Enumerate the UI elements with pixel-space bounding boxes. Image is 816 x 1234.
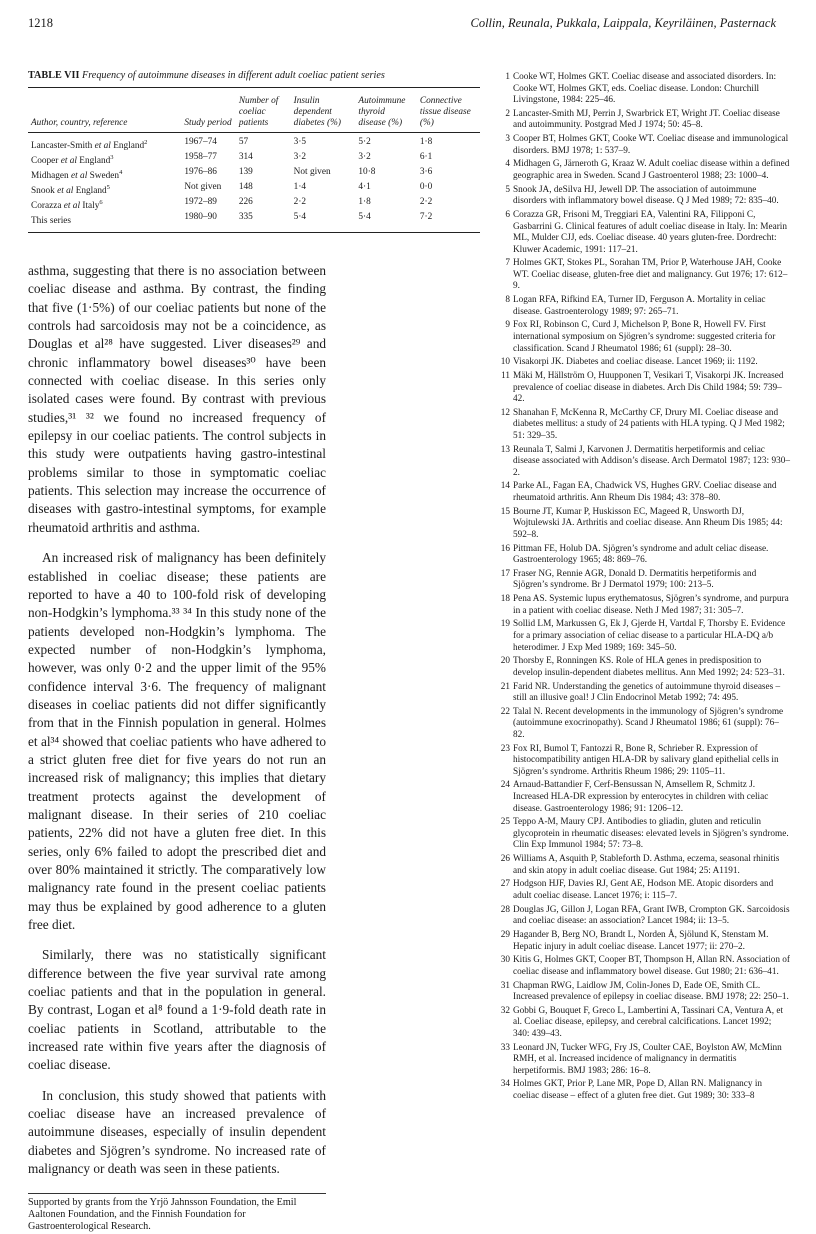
et-al: et al xyxy=(58,156,80,167)
reference-item xyxy=(498,682,790,705)
reference-number: 11 xyxy=(501,371,510,381)
study-author: Corazza xyxy=(31,201,62,212)
study-reference xyxy=(28,212,181,232)
reference-number: 14 xyxy=(500,481,510,492)
reference-item xyxy=(498,854,790,877)
reference-number: 2 xyxy=(505,108,510,119)
reference-text: Williams A, Asquith P, Stableforth D. Asthma, eczema, seasonal rhinitis and skin atopy in adult coeliac disease. Gut 1984; 25: A1191. xyxy=(513,854,780,876)
thyroid-percent: 4·1 xyxy=(358,182,371,193)
reference-text: Arnaud-Battandier F, Cerf-Bensussan N, Amsellem R, Schmitz J. Increased HLA-DR expression by enterocytes in children with celiac disease. Gastroenterology 1986; 91: 1206–12. xyxy=(513,780,769,814)
body-paragraph: In conclusion, this study showed that patients with coeliac disease have an increased prevalence of autoimmune diseases, especially of insulin dependent diabetes and Sjögren’s syndrome. No increased rate of malignancy or death was seen in these patients. xyxy=(28,1087,326,1177)
reference-text: Bourne JT, Kumar P, Huskisson EC, Mageed R, Unsworth DJ, Wojtulewski JA. Arthritis and coeliac disease. Ann Rheum Dis 1985; 44: 592–8. xyxy=(513,506,783,540)
funding-note: Supported by grants from the Yrjö Jahnsson Foundation, the Emil Aaltonen Foundation, and the Finnish Foundation for Gastroenterological Research. xyxy=(28,1193,326,1234)
reference-number: 24 xyxy=(500,780,510,791)
reference-number: 28 xyxy=(500,904,510,915)
reference-text: Fox RI, Robinson C, Curd J, Michelson P, Bone R, Howell FV. First international symposium on Sjögren’s syndrome: suggested criteria for classification. Scand J Rheumatol 1986; 61 (suppl): 28–30. xyxy=(513,320,776,354)
column-header: Author, country, reference xyxy=(28,90,181,133)
column-header: Insulin dependent diabetes (%) xyxy=(291,90,356,133)
thyroid-percent: 5·2 xyxy=(358,137,371,147)
reference-item xyxy=(498,371,790,406)
reference-number: 31 xyxy=(500,980,510,991)
reference-text: Reunala T, Salmi J, Karvonen J. Dermatitis herpetiformis and celiac disease associated with Addison’s disease. Arch Dermatol 1987; 123: 930–2. xyxy=(513,444,790,478)
citation-number: 6 xyxy=(99,199,103,207)
reference-item xyxy=(498,544,790,567)
reference-number: 27 xyxy=(500,879,510,890)
reference-item xyxy=(498,1079,790,1102)
reference-text: Holmes GKT, Stokes PL, Sorahan TM, Prior P, Waterhouse JAH, Cooke WT. Coeliac disease, gluten-free diet and malignancy. Gut 1976; 17: 612–9. xyxy=(513,258,788,292)
reference-number: 12 xyxy=(500,407,510,418)
reference-item xyxy=(498,258,790,293)
reference-item xyxy=(498,445,790,480)
study-country: Italy xyxy=(82,201,100,212)
reference-number: 19 xyxy=(500,619,510,630)
reference-item xyxy=(498,1006,790,1041)
reference-text: Talal N. Recent developments in the immunology of Sjögren’s syndrome (autoimmune exocrinopathy). Scand J Rheumatol 1986; 61 (suppl): 76–82. xyxy=(513,706,784,740)
thyroid-percent: 3·2 xyxy=(358,152,371,163)
reference-number: 1 xyxy=(505,72,510,82)
patient-count: 226 xyxy=(238,197,253,208)
study-author: Lancaster-Smith xyxy=(31,141,93,152)
reference-number: 34 xyxy=(500,1079,510,1090)
table-row xyxy=(28,212,480,232)
study-reference xyxy=(28,133,181,153)
reference-item xyxy=(498,569,790,592)
study-author: This series xyxy=(31,216,72,227)
reference-number: 6 xyxy=(505,209,510,220)
connective-tissue-percent: 6·1 xyxy=(419,152,433,163)
reference-item xyxy=(498,744,790,779)
reference-number: 13 xyxy=(500,444,510,455)
page-number: 1218 xyxy=(28,16,53,30)
table-row xyxy=(28,197,480,212)
study-reference xyxy=(28,197,181,212)
reference-text: Sollid LM, Markussen G, Ek J, Gjerde H, Vartdal F, Thorsby E. Evidence for a primary association of celiac disease to a particular HLA-DQ a/b heterodimer. J Exp Med 1989; 169: 345–50. xyxy=(513,619,786,653)
reference-text: Lancaster-Smith MJ, Perrin J, Swarbrick ET, Wright JT. Coeliac disease and autoimmunity. Postgrad Med J 1974; 50: 45–8. xyxy=(513,108,780,131)
reference-text: Holmes GKT, Prior P, Lane MR, Pope D, Allan RN. Malignancy in coeliac disease – effect of a gluten free diet. Gut 1989; 30: 333–8 xyxy=(513,1079,763,1102)
reference-item xyxy=(498,656,790,679)
reference-text: Cooke WT, Holmes GKT. Coeliac disease and associated disorders. In: Cooke WT, Holmes GKT, eds. Coeliac disease. London: Churchill Livingstone, 1984: 225–46. xyxy=(513,72,777,106)
reference-number: 25 xyxy=(500,817,510,828)
column-header: Connective tissue disease (%) xyxy=(417,90,480,133)
study-period: 1972–89 xyxy=(184,197,217,208)
body-paragraph: asthma, suggesting that there is no association between coeliac disease and asthma. By contrast, the finding that five (1·5%) of our coeliac patients but none of the controls had sarcoidosis may not be a coincidence, as Douglas et al²⁸ have suggested. Liver diseases²⁹ and chronic inflammatory bowel diseases³⁰ have been connected with coeliac disease. In this series only isolated cases were found. By contrast with previous studies,³¹ ³² we found no increased frequency of epilepsy in our coeliac patients. The control subjects in this study were outpatients having gastro-intestinal problems similar to those in symptomatic coeliac patients. This selection may increase the occurrence of diseases with gastro-intestinal symptoms, for example rheumatoid arthritis and asthma. xyxy=(28,263,326,535)
table-caption xyxy=(28,70,480,81)
table-row xyxy=(28,167,480,182)
reference-text: Mäki M, Hällström O, Huupponen T, Vesikari T, Visakorpi JK. Increased prevalence of coeliac disease in diabetes. Arch Dis Child 1984; 59: 739–42. xyxy=(513,371,784,405)
column-header: Number of coeliac patients xyxy=(236,90,291,133)
reference-item xyxy=(498,295,790,318)
reference-text: Fraser NG, Rennie AGR, Donald D. Dermatitis herpetiformis and Sjögren’s syndrome. Br J Dermatol 1979; 100: 213–5. xyxy=(513,568,757,591)
reference-text: Douglas JG, Gillon J, Logan RFA, Grant IWB, Crompton GK. Sarcoidosis and coeliac disease: an association? Lancet 1984; ii: 13–5. xyxy=(513,904,790,927)
study-author: Midhagen xyxy=(31,171,69,182)
patient-count: 335 xyxy=(236,212,291,232)
column-header: Autoimmune thyroid disease (%) xyxy=(355,90,416,133)
article-body xyxy=(28,262,326,1234)
reference-number: 17 xyxy=(500,568,510,579)
reference-text: Hagander B, Berg NO, Brandt L, Norden Å, Sjölund K, Stenstam M. Hepatic injury in adult coeliac disease. Lancet 1977; ii: 270–2. xyxy=(513,929,769,952)
connective-tissue-percent: 3·6 xyxy=(419,167,433,178)
connective-tissue-percent: 0·0 xyxy=(419,182,433,193)
reference-text: Visakorpi JK. Diabetes and coeliac disease. Lancet 1969; ii: 1192. xyxy=(513,357,758,368)
study-period: 1980–90 xyxy=(181,212,236,232)
reference-text: Midhagen G, Järneroth G, Kraaz W. Adult coeliac disease within a defined geographic area in Sweden. Scand J Gastroenterol 1988; 23: 1000–4. xyxy=(513,159,790,181)
reference-text: Pittman FE, Holub DA. Sjögren’s syndrome and adult celiac disease. Gastroenterology 1965; 48: 869–76. xyxy=(513,543,769,566)
patient-count: 139 xyxy=(238,167,253,178)
reference-text: Thorsby E, Ronningen KS. Role of HLA genes in predisposition to develop insulin-dependent diabetes mellitus. Ann Med 1992; 24: 523–31. xyxy=(513,656,785,678)
connective-tissue-percent: 7·2 xyxy=(417,212,480,232)
study-reference xyxy=(28,152,181,167)
et-al: et al xyxy=(61,201,83,212)
table-title: Frequency of autoimmune diseases in different adult coeliac patient series xyxy=(81,70,385,81)
reference-item xyxy=(498,817,790,852)
citation-number: 3 xyxy=(110,154,114,162)
reference-item xyxy=(498,320,790,355)
reference-text: Logan RFA, Rifkind EA, Turner ID, Ferguson A. Mortality in celiac disease. Gastroenterology 1989; 97: 265–71. xyxy=(513,295,766,317)
reference-item xyxy=(498,707,790,742)
reference-item xyxy=(498,1043,790,1078)
reference-item xyxy=(498,905,790,928)
study-reference xyxy=(28,182,181,197)
reference-number: 23 xyxy=(500,743,510,754)
reference-item xyxy=(498,619,790,654)
connective-tissue-percent: 1·8 xyxy=(419,137,433,147)
reference-number: 10 xyxy=(500,357,510,368)
body-paragraph: Similarly, there was no statistically significant difference between the five year survival rate among coeliac patients and that in the population in general. By contrast, Logan et al⁸ found a 1·9-fold death rate in coeliac patients in Scotland, attributable to the increased rate within five years after the diagnosis of coeliac disease. xyxy=(28,947,326,1073)
diabetes-percent: 3·2 xyxy=(293,152,307,163)
reference-number: 30 xyxy=(500,955,510,966)
reference-number: 33 xyxy=(500,1042,510,1053)
table-row xyxy=(28,133,480,153)
study-author: Snook xyxy=(31,186,55,197)
table-header-row xyxy=(28,90,480,133)
reference-number: 16 xyxy=(500,543,510,554)
reference-item xyxy=(498,507,790,542)
reference-number: 20 xyxy=(500,656,510,667)
citation-number: 2 xyxy=(144,139,148,146)
body-paragraph: An increased risk of malignancy has been definitely established in coeliac disease; these patients are reported to have a 40 to 100-fold risk of developing non-Hodgkin’s lymphoma.³³ ³⁴ In this study none of the patients developed non-Hodgkin’s lymphoma. The expected number of non-Hodgkin’s lymphoma, however, was only 0·2 and the upper limit of the 95% confidence interval 3·6. The frequency of malignant diseases in coeliac patients did not differ significantly from that in the Finnish population in general. Holmes et al³⁴ showed that coeliac patients who have adhered to a strict gluten free diet for five years do not run an increased risk of malignancy; this implies that dietary treatment protects against the development of malignant disease. In their series of 210 coeliac patients, 22% did not have a gluten free diet. In this series, only 6% failed to adopt the prescribed diet and over 80% maintained it strictly. The comparatively low malignancy rate found in the present coeliac patients may thus be explained by good adherence to a gluten free diet. xyxy=(28,550,326,933)
reference-number: 26 xyxy=(500,854,510,865)
study-reference xyxy=(28,167,181,182)
patient-count: 148 xyxy=(238,182,253,193)
reference-item xyxy=(498,185,790,208)
reference-text: Gobbi G, Bouquet F, Greco L, Lambertini A, Tassinari CA, Ventura A, et al. Coeliac disease, epilepsy, and cerebral calcifications. Lancet 1992; 340: 439–43. xyxy=(513,1005,784,1039)
reference-text: Cooper BT, Holmes GKT, Cooke WT. Coeliac disease and immunological disorders. BMJ 1978; 1: 537–9. xyxy=(513,134,789,156)
connective-tissue-percent: 2·2 xyxy=(419,197,433,208)
study-country: Sweden xyxy=(89,171,120,182)
reference-number: 22 xyxy=(500,706,510,717)
reference-number: 3 xyxy=(505,134,510,145)
reference-number: 15 xyxy=(500,506,510,517)
study-country: England xyxy=(113,141,145,152)
diabetes-percent: 3·5 xyxy=(293,137,307,147)
reference-text: Hodgson HJF, Davies RJ, Gent AE, Hodson ME. Atopic disorders and adult coeliac disease. Lancet 1976; i: 115–7. xyxy=(513,879,774,901)
reference-number: 5 xyxy=(505,184,510,195)
et-al: et al xyxy=(68,171,90,182)
reference-item xyxy=(498,481,790,504)
table-row xyxy=(28,182,480,197)
reference-item xyxy=(498,109,790,132)
patient-count: 57 xyxy=(238,137,249,147)
table-label: TABLE VII xyxy=(28,70,80,81)
reference-text: Teppo A-M, Maury CPJ. Antibodies to gliadin, gluten and reticulin glycoprotein in rheumatic diseases: elevated levels in Sjögren’s syndrome. Clin Exp Immunol 1984; 57: 73–8. xyxy=(513,817,789,851)
reference-item xyxy=(498,981,790,1004)
thyroid-percent: 10·8 xyxy=(358,167,376,178)
reference-item xyxy=(498,159,790,182)
table-row xyxy=(28,152,480,167)
reference-text: Parke AL, Fagan EA, Chadwick VS, Hughes GRV. Coeliac disease and rheumatoid arthritis. Ann Rheum Dis 1984; 43: 378–80. xyxy=(513,481,777,504)
column-header: Study period xyxy=(181,90,236,133)
thyroid-percent: 5·4 xyxy=(355,212,416,232)
thyroid-percent: 1·8 xyxy=(358,197,371,208)
diabetes-percent: 2·2 xyxy=(293,197,307,208)
study-period: 1976–86 xyxy=(184,167,217,178)
study-country: England xyxy=(79,156,111,167)
diabetes-percent: 5·4 xyxy=(291,212,356,232)
reference-list xyxy=(498,72,790,1103)
reference-text: Chapman RWG, Laidlow JM, Colin-Jones D, Eade OE, Smith CL. Increased prevalence of epilepsy in coeliac disease. BMJ 1978; 22: 250–1. xyxy=(513,980,789,1003)
reference-item xyxy=(498,780,790,815)
reference-item xyxy=(498,210,790,256)
study-country: England xyxy=(75,186,107,197)
reference-item xyxy=(498,72,790,107)
reference-item xyxy=(498,134,790,157)
reference-number: 32 xyxy=(500,1005,510,1016)
patient-count: 314 xyxy=(238,152,253,163)
reference-item xyxy=(498,955,790,978)
reference-text: Kitis G, Holmes GKT, Cooper BT, Thompson H, Allan RN. Association of coeliac disease and inflammatory bowel disease. Gut 1980; 21: 636–41. xyxy=(513,955,790,977)
citation-number: 5 xyxy=(106,184,110,192)
reference-number: 21 xyxy=(500,681,510,692)
reference-number: 7 xyxy=(505,258,510,269)
page-header xyxy=(28,16,776,34)
study-period: Not given xyxy=(184,182,222,193)
study-period: 1958–77 xyxy=(184,152,217,163)
autoimmune-frequency-table xyxy=(28,87,480,233)
reference-text: Pena AS. Systemic lupus erythematosus, Sjögren’s syndrome, and purpura in a patient with coeliac disease. Neth J Med 1987; 31: 305–7. xyxy=(513,594,789,616)
reference-item xyxy=(498,594,790,617)
running-authors: Collin, Reunala, Pukkala, Laippala, Keyriläinen, Pasternack xyxy=(470,16,776,30)
reference-item xyxy=(498,357,790,369)
reference-number: 9 xyxy=(505,320,510,331)
citation-number: 4 xyxy=(119,169,123,177)
reference-text: Fox RI, Bumol T, Fantozzi R, Bone R, Schrieber R. Expression of histocompatibility antigen HLA-DR by salivary gland epithelial cells in Sjögren’s syndrome. Arthritis Rheum 1986; 29: 1105–11. xyxy=(513,743,779,777)
reference-number: 29 xyxy=(500,929,510,940)
references-column xyxy=(498,72,790,1105)
reference-item xyxy=(498,930,790,953)
reference-number: 18 xyxy=(500,594,510,605)
reference-number: 8 xyxy=(505,295,510,306)
left-column xyxy=(28,70,480,1233)
reference-text: Farid NR. Understanding the genetics of autoimmune thyroid diseases – still an illusive goal! J Clin Endocrinol Metab 1992; 74: 495. xyxy=(513,681,781,704)
reference-item xyxy=(498,879,790,902)
reference-text: Leonard JN, Tucker WFG, Fry JS, Coulter CAE, Boylston AW, McMinn RMH, et al. Increased incidence of malignancy in dermatitis herpetiformis. BMJ 1983; 286: 16–8. xyxy=(513,1042,782,1076)
diabetes-percent: 1·4 xyxy=(293,182,307,193)
et-al: et al xyxy=(54,186,76,197)
reference-text: Shanahan F, McKenna R, McCarthy CF, Drury MI. Coeliac disease and diabetes mellitus: a study of 24 patients with HLA typing. Q J Med 1982; 51: 329–35. xyxy=(513,407,785,441)
reference-number: 4 xyxy=(505,159,510,170)
reference-item xyxy=(498,408,790,443)
reference-text: Snook JA, deSilva HJ, Jewell DP. The association of autoimmune disorders with inflammatory bowel disease. Q J Med 1989; 72: 835–40. xyxy=(513,184,779,207)
study-period: 1967–74 xyxy=(184,137,217,147)
diabetes-percent: Not given xyxy=(293,167,331,178)
study-author: Cooper xyxy=(31,156,59,167)
reference-text: Corazza GR, Frisoni M, Treggiari EA, Valentini RA, Filipponi C, Gasbarrini G. Clinical features of adult coeliac disease in Italy. In: Mearin ML, Mulder CJJ, eds. Coeliac disease. 40 years gluten-free. Dordrecht: Kluwer Academic, 1991: 117–21. xyxy=(513,209,787,255)
et-al: et al xyxy=(92,141,114,152)
